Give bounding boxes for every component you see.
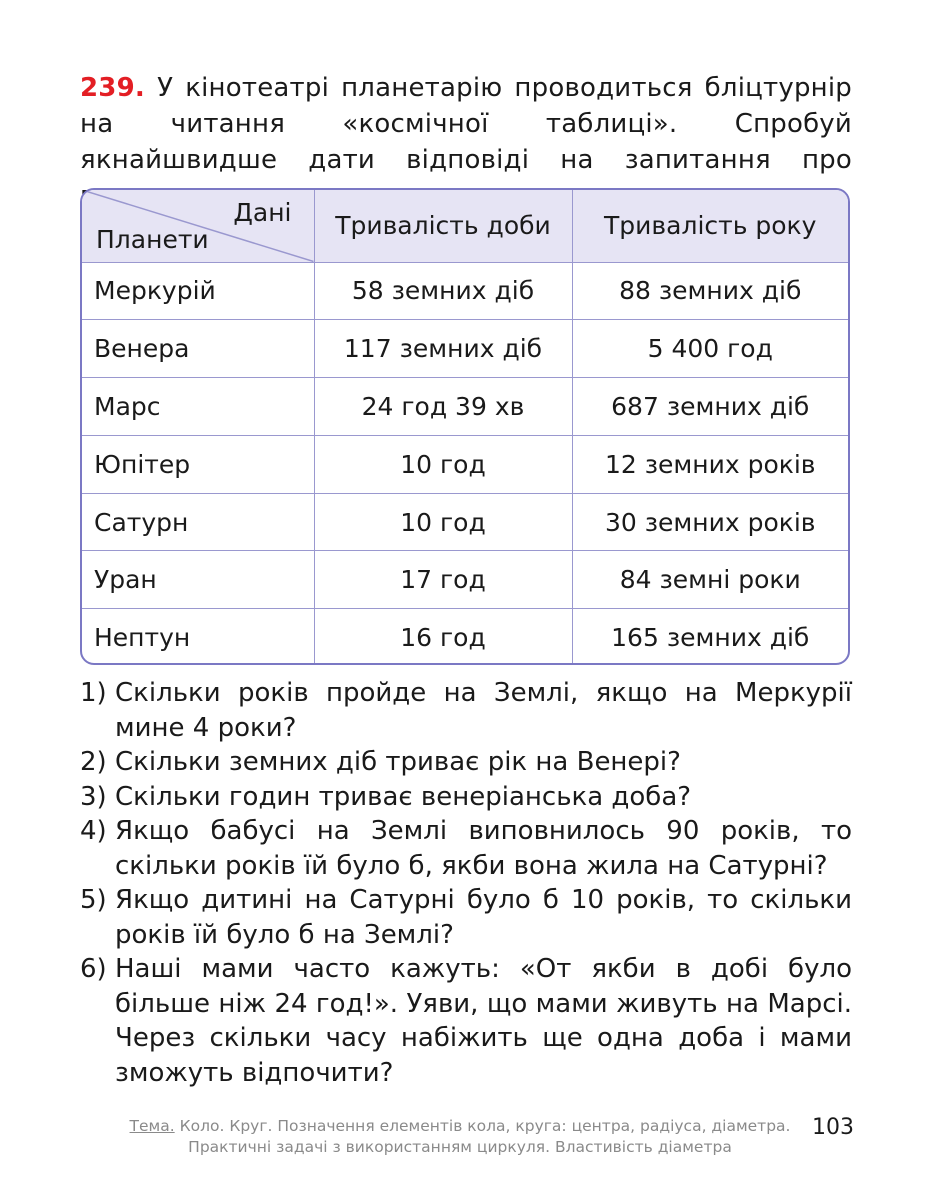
table-corner-cell xyxy=(82,190,314,262)
question-number: 1) xyxy=(80,678,107,708)
page-number: 103 xyxy=(812,1115,854,1140)
planets-table xyxy=(80,188,850,665)
question-number: 6) xyxy=(80,954,107,984)
table-header-row xyxy=(82,190,848,262)
question-item xyxy=(80,952,852,1090)
question-text: Наші мами часто кажуть: «От якби в добі було більше ніж 24 год!». Уяви, що мами живуть на Марсі. Через скільки часу набіжить ще одна доба і мами зможуть відпочити? xyxy=(115,954,852,1088)
topic-text-line-2: Практичні задачі з використанням циркуля. Властивість діаметра xyxy=(188,1138,732,1156)
topic-text-line-1: Коло. Круг. Позначення елементів кола, круга: центра, радіуса, діаметра. xyxy=(179,1117,791,1135)
day-length-value: 10 год xyxy=(314,435,572,493)
table-row xyxy=(82,435,848,493)
planet-name: Юпітер xyxy=(82,435,314,493)
year-length-value: 84 земні роки xyxy=(572,551,848,609)
question-item xyxy=(80,814,852,883)
table-row xyxy=(82,493,848,551)
day-length-value: 24 год 39 хв xyxy=(314,378,572,436)
year-length-value: 165 земних діб xyxy=(572,609,848,665)
table-row xyxy=(82,262,848,320)
corner-label-planets: Планети xyxy=(96,224,209,254)
question-number: 5) xyxy=(80,885,107,915)
year-length-value: 12 земних років xyxy=(572,435,848,493)
header-day-length: Тривалість доби xyxy=(314,190,572,262)
year-length-value: 687 земних діб xyxy=(572,378,848,436)
question-number: 3) xyxy=(80,781,107,812)
task-number: 239. xyxy=(80,73,145,103)
year-length-value: 30 земних років xyxy=(572,493,848,551)
year-length-value: 88 земних діб xyxy=(572,262,848,320)
footer-line-1 xyxy=(110,1116,810,1137)
planet-name: Сатурн xyxy=(82,493,314,551)
day-length-value: 58 земних діб xyxy=(314,262,572,320)
planet-name: Меркурій xyxy=(82,262,314,320)
day-length-value: 10 год xyxy=(314,493,572,551)
question-list xyxy=(80,676,852,1090)
question-text: Скільки земних діб триває рік на Венері? xyxy=(115,747,681,777)
header-year-length: Тривалість року xyxy=(572,190,848,262)
planet-name: Марс xyxy=(82,378,314,436)
question-text: Якщо дитині на Сатурні було б 10 років, то скільки років їй було б на Землі? xyxy=(115,885,852,950)
planet-name: Уран xyxy=(82,551,314,609)
topic-label: Тема. xyxy=(129,1117,175,1135)
question-item xyxy=(80,780,852,815)
day-length-value: 17 год xyxy=(314,551,572,609)
question-text: Якщо бабусі на Землі виповнилось 90 років, то скільки років їй було б, якби вона жила на Сатурні? xyxy=(115,816,852,881)
page-footer-topic xyxy=(110,1116,810,1158)
question-text: Скільки років пройде на Землі, якщо на Меркурії мине 4 роки? xyxy=(115,678,852,743)
day-length-value: 117 земних діб xyxy=(314,320,572,378)
day-length-value: 16 год xyxy=(314,609,572,665)
question-number: 4) xyxy=(80,816,107,846)
table-row xyxy=(82,320,848,378)
year-length-value: 5 400 год xyxy=(572,320,848,378)
table-row xyxy=(82,378,848,436)
table-row xyxy=(82,551,848,609)
task-text: У кінотеатрі планетарію проводиться бліцтурнір на читання «космічної таблиці». Спробуй якнайшвидше дати відповіді на запитання про xyxy=(80,73,852,175)
question-number: 2) xyxy=(80,747,107,777)
planet-name: Нептун xyxy=(82,609,314,665)
table-row xyxy=(82,609,848,665)
question-item xyxy=(80,745,852,780)
question-item xyxy=(80,883,852,952)
corner-label-data: Дані xyxy=(233,198,292,227)
planet-name: Венера xyxy=(82,320,314,378)
question-item xyxy=(80,676,852,745)
question-text: Скільки годин триває венеріанська доба? xyxy=(115,781,692,812)
